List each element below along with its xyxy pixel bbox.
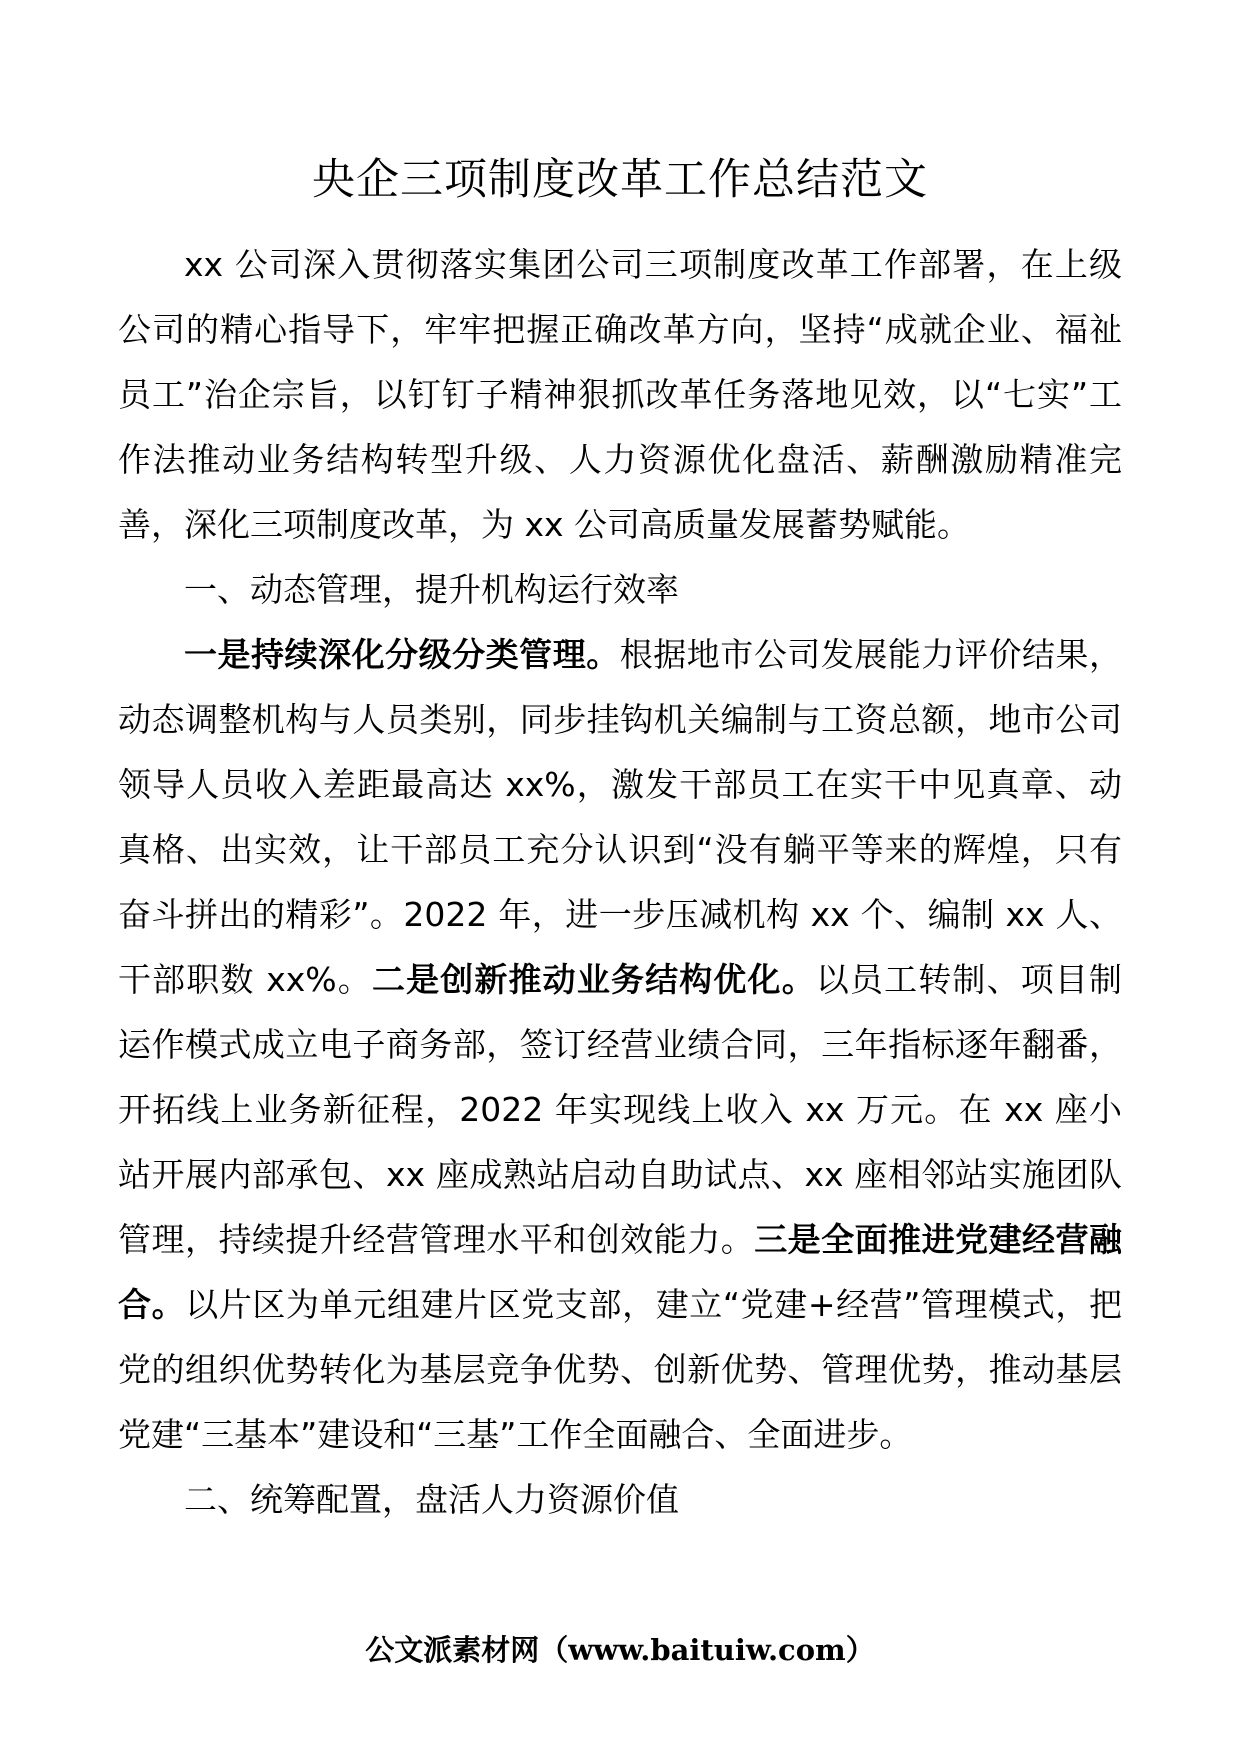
- point-2-text: 以员工转制、项目制运作模式成立电子商务部，签订经营业绩合同，三年指标逐年翻番，开拓线上业务新征程，2022 年实现线上收入 xx 万元。在 xx 座小站开展内部承包、xx 座成熟站启动自助试点、xx 座相邻站实施团队管理，持续提升经营管理水平和创效能力。: [118, 960, 1123, 1259]
- section-2-heading: 二、统筹配置，盘活人力资源价值: [184, 1480, 679, 1519]
- point-3-text: 以片区为单元组建片区党支部，建立“党建+经营”管理模式，把党的组织优势转化为基层竞争优势、创新优势、管理优势，推动基层党建“三基本”建设和“三基”工作全面融合、全面进步。: [118, 1285, 1123, 1454]
- point-1-title: 一是持续深化分级分类管理。: [184, 635, 620, 674]
- section-1-heading: 一、动态管理，提升机构运行效率: [184, 570, 679, 609]
- intro-paragraph: xx 公司深入贯彻落实集团公司三项制度改革工作部署，在上级公司的精心指导下，牢牢把握正确改革方向，坚持“成就企业、福祉员工”治企宗旨，以钉钉子精神狠抓改革任务落地见效，以“七实”工作法推动业务结构转型升级、人力资源优化盘活、薪酬激励精准完善，深化三项制度改革，为 xx 公司高质量发展蓄势赋能。: [118, 245, 1122, 544]
- point-3-title: 三是全面推进党建经营融合。: [118, 1220, 1123, 1324]
- document-body: [118, 232, 1122, 1532]
- document-page: [118, 0, 1122, 1754]
- point-2-title: 二是创新推动业务结构优化。: [371, 960, 816, 999]
- document-title: 央企三项制度改革工作总结范文: [312, 155, 928, 205]
- footer-watermark: 公文派素材网（www.baituiw.com）: [365, 1633, 875, 1667]
- section-1-paragraph: [118, 622, 1122, 1467]
- point-1-text: 根据地市公司发展能力评价结果，动态调整机构与人员类别，同步挂钩机关编制与工资总额，地市公司领导人员收入差距最高达 xx%，激发干部员工在实干中见真章、动真格、出实效，让干部员工充分认识到“没有躺平等来的辉煌，只有奋斗拼出的精彩”。2022 年，进一步压减机构 xx 个、编制 xx 人、干部职数 xx%。: [118, 635, 1123, 999]
